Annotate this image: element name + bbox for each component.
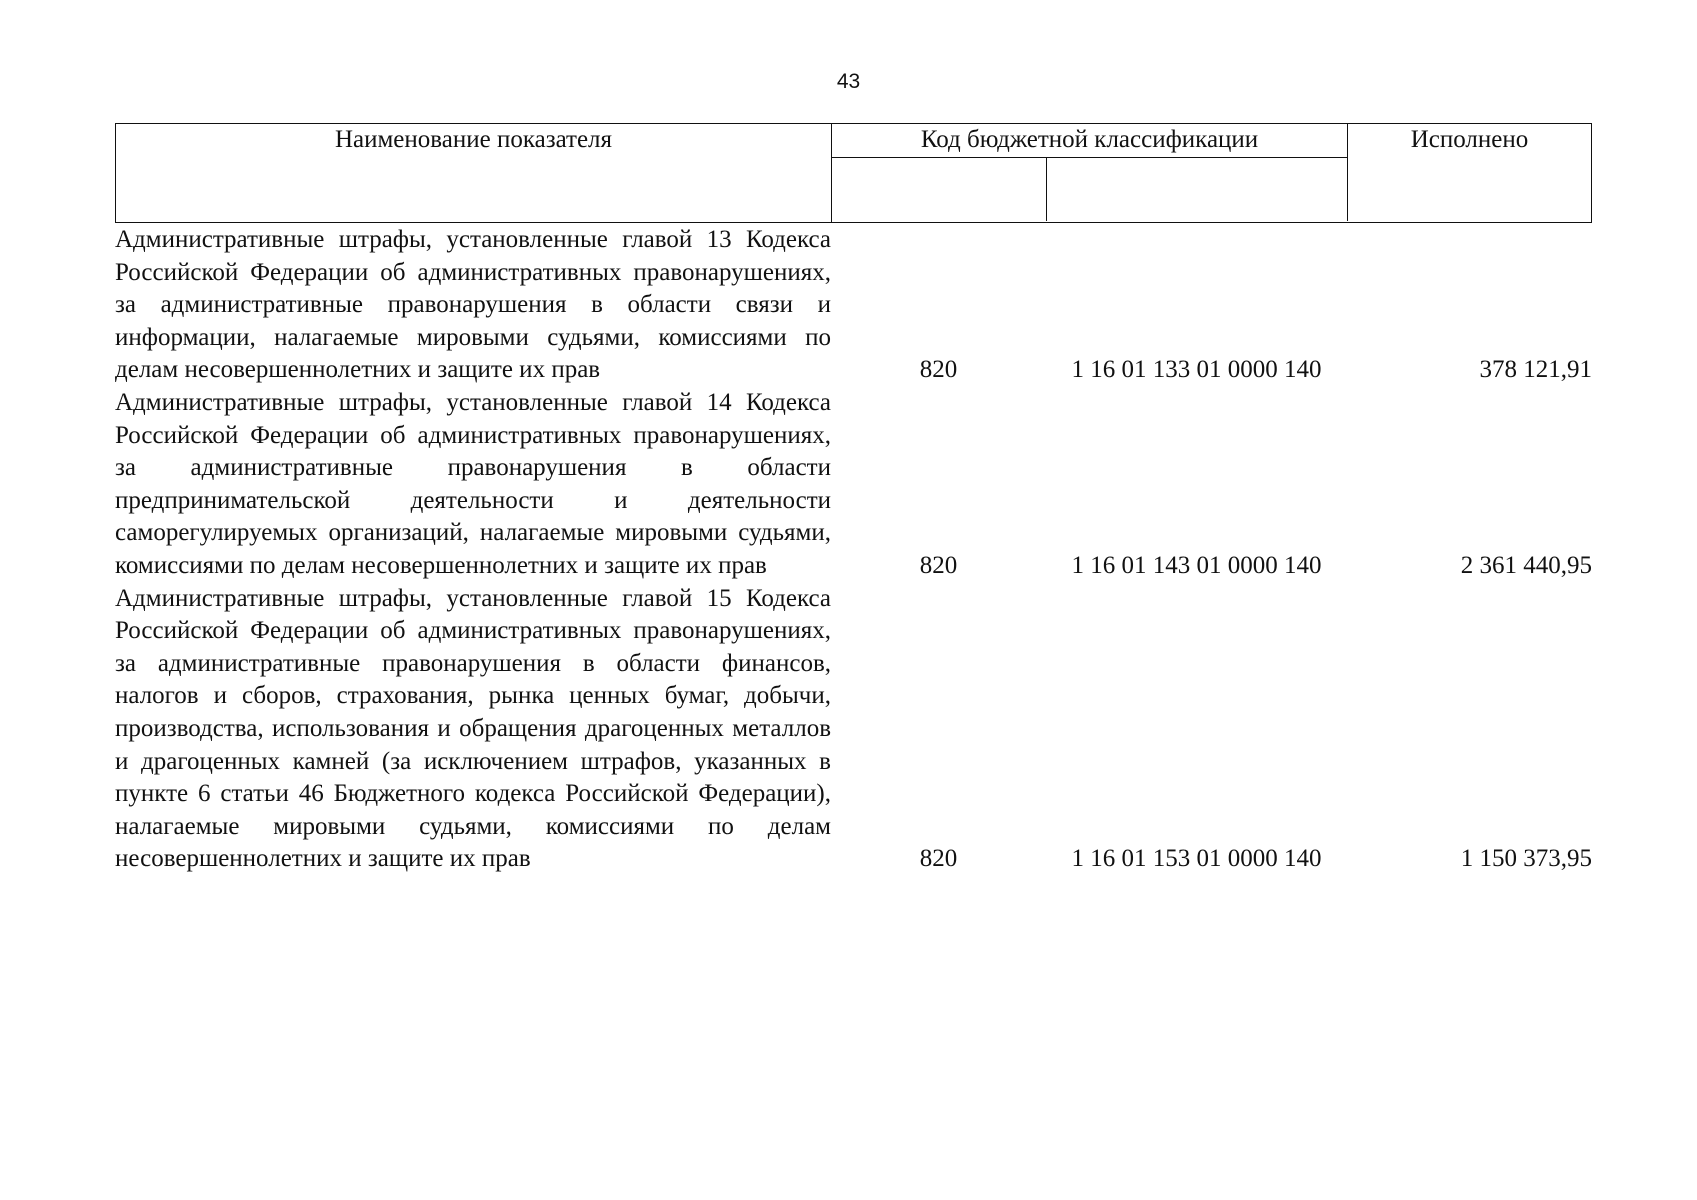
budget-code: 1 16 01 133 01 0000 140 — [1071, 356, 1322, 384]
admin-code: 820 — [919, 551, 958, 579]
header-code-subcolumn-bcc — [1047, 158, 1348, 221]
header-code-subcolumn-admin — [832, 158, 1047, 221]
admin-code: 820 — [919, 845, 958, 873]
table-row — [115, 224, 1592, 387]
header-budget-classification-code: Код бюджетной классификации — [832, 124, 1348, 158]
budget-code: 1 16 01 143 01 0000 140 — [1071, 551, 1322, 579]
executed-amount: 1 150 373,95 — [1460, 845, 1592, 873]
budget-code: 1 16 01 153 01 0000 140 — [1071, 845, 1322, 873]
page-number: 43 — [836, 70, 861, 93]
header-indicator-name: Наименование показателя — [116, 124, 832, 222]
indicator-name: Административные штрафы, установленные главой 13 Кодекса Российской Федерации об административных правонарушениях, за административные правонарушения в области связи и информации, налагаемые мировыми судьями, комиссиями по делам несовершеннолетних и защите их прав — [115, 226, 831, 384]
header-executed: Исполнено — [1410, 126, 1529, 153]
table-row — [115, 387, 1592, 583]
executed-amount: 2 361 440,95 — [1460, 551, 1592, 579]
admin-code: 820 — [919, 356, 958, 384]
table-row — [115, 583, 1592, 876]
table-header — [115, 123, 1592, 223]
indicator-name: Административные штрафы, установленные главой 14 Кодекса Российской Федерации об административных правонарушениях, за административные правонарушения в области предпринимательской деятельности и деятельности саморегулируемых организаций, налагаемые мировыми судьями, комиссиями по делам несовершеннолетних и защите их прав — [115, 388, 831, 579]
indicator-name: Административные штрафы, установленные главой 15 Кодекса Российской Федерации об административных правонарушениях, за административные правонарушения в области финансов, налогов и сборов, страхования, рынка ценных бумаг, добычи, производства, использования и обращения драгоценных металлов и драгоценных камней (за исключением штрафов, указанных в пункте 6 статьи 46 Бюджетного кодекса Российской Федерации), налагаемые мировыми судьями, комиссиями по делам несовершеннолетних и защите их прав — [115, 584, 831, 873]
table-body — [115, 224, 1592, 876]
executed-amount: 378 121,91 — [1479, 356, 1592, 384]
